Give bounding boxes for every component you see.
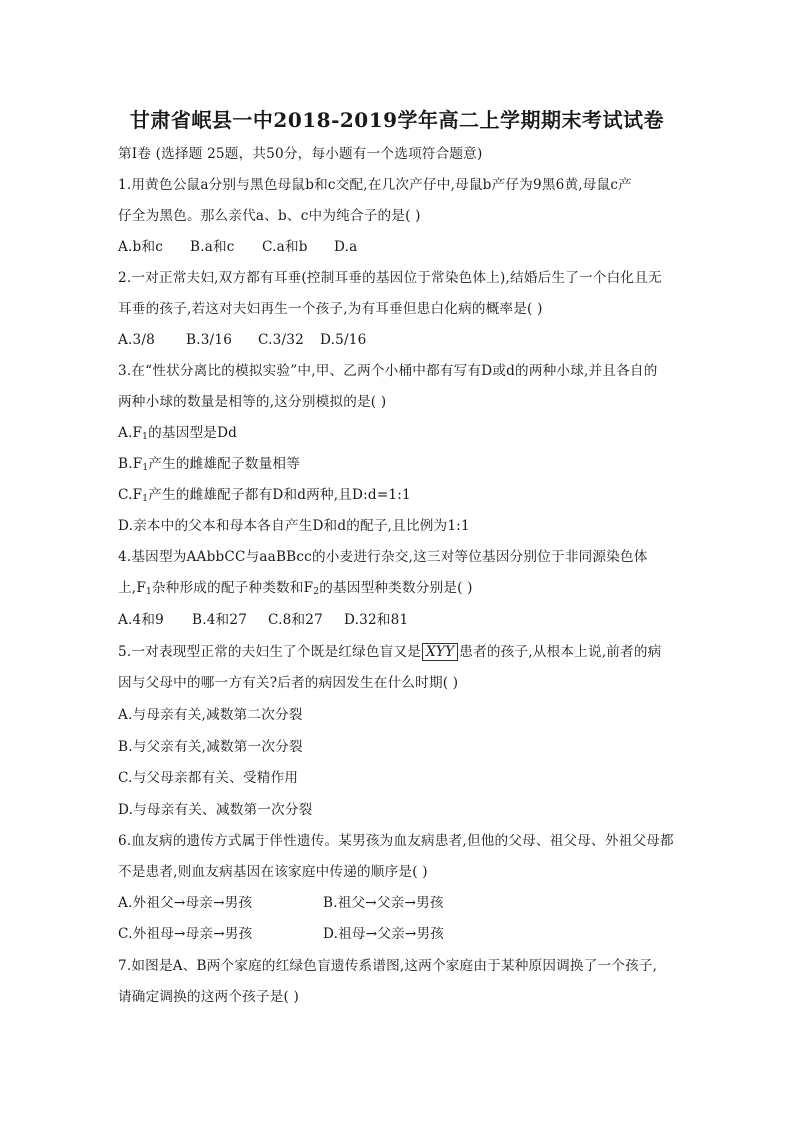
subscript: 1	[142, 463, 149, 473]
option-a-prefix: A.F	[118, 425, 143, 441]
question-5-option-d: D.与母亲有关、减数第一次分裂	[118, 802, 313, 818]
question-2-text-cont: 耳垂的孩子,若这对夫妇再生一个孩子,为有耳垂但患白化病的概率是( )	[118, 301, 543, 317]
q5-text-pre: 5.一对表现型正常的夫妇生了个既是红绿色盲又是	[118, 644, 422, 660]
question-3-text-cont: 两种小球的数量是相等的,这分别模拟的是( )	[118, 394, 387, 410]
q4-text-post: 的基因型种类数分别是( )	[319, 580, 473, 596]
subscript: 2	[313, 587, 320, 597]
subscript: 1	[145, 587, 152, 597]
question-5-option-c: C.与父母亲都有关、受精作用	[118, 770, 299, 786]
question-5-option-b: B.与父亲有关,减数第一次分裂	[118, 739, 303, 755]
question-4-text-cont	[118, 578, 473, 602]
q4-text-mid: 杂种形成的配子种类数和F	[151, 580, 314, 596]
question-3-option-d: D.亲本中的父本和母本各自产生D和d的配子,且比例为1:1	[118, 518, 470, 534]
subscript: 1	[142, 494, 149, 504]
option-d: D.5/16	[320, 332, 367, 348]
question-7-text: 7.如图是A、B两个家庭的红绿色盲遗传系谱图,这两个家庭由于某种原因调换了一个孩子,	[118, 958, 658, 974]
question-1-text: 1.用黄色公鼠a分别与黑色母鼠b和c交配,在几次产仔中,母鼠b产仔为9黑6黄,母鼠c产	[118, 177, 632, 193]
question-4-text: 4.基因型为AAbbCC与aaBBcc的小麦进行杂交,这三对等位基因分别位于非同源染色体	[118, 549, 648, 565]
option-b: B.3/16	[186, 332, 233, 348]
q5-text-post: 患者的孩子,从根本上说,前者的病	[459, 644, 662, 660]
option-a-text: 的基因型是Dd	[148, 425, 238, 441]
option-b: B.4和27	[192, 612, 248, 628]
question-3-option-b	[118, 454, 300, 478]
question-7-text-cont: 请确定调换的这两个孩子是( )	[118, 989, 300, 1005]
option-b: B.祖父→父亲→男孩	[323, 895, 444, 911]
question-6-options-row2	[118, 924, 678, 944]
subscript: 1	[142, 432, 149, 442]
exam-title: 甘肃省岷县一中2018-2019学年高二上学期期末考试试卷	[129, 108, 665, 132]
question-4-options	[118, 610, 408, 630]
option-b-prefix: B.F	[118, 456, 143, 472]
option-a: A.b和c	[118, 239, 164, 255]
option-c-text: 产生的雌雄配子都有D和d两种,且D:d=1:1	[148, 487, 411, 503]
option-d: D.祖母→父亲→男孩	[323, 926, 445, 942]
option-a: A.4和9	[118, 612, 165, 628]
question-1-text-cont: 仔全为黑色。那么亲代a、b、c中为纯合子的是( )	[118, 208, 421, 224]
option-c: C.a和b	[262, 239, 308, 255]
question-6-text-cont: 不是患者,则血友病基因在该家庭中传递的顺序是( )	[118, 864, 428, 880]
question-5-text	[118, 642, 661, 662]
option-c: C.3/32	[258, 332, 304, 348]
question-6-options-row1	[118, 893, 678, 913]
question-5-text-cont: 因与父母中的哪一方有关?后者的病因发生在什么时期( )	[118, 675, 459, 691]
option-d: D.32和81	[344, 612, 409, 628]
question-3-text: 3.在“性状分离比的模拟实验”中,甲、乙两个小桶中都有写有D或d的两种小球,并且各自的	[118, 363, 658, 379]
question-3-option-a	[118, 423, 237, 447]
option-a: A.3/8	[118, 332, 156, 348]
option-b: B.a和c	[190, 239, 235, 255]
question-1-options	[118, 237, 357, 257]
question-3-option-c	[118, 485, 411, 509]
option-c: C.外祖母→母亲→男孩	[118, 926, 253, 942]
option-b-text: 产生的雌雄配子数量相等	[148, 456, 301, 472]
question-6-text: 6.血友病的遗传方式属于伴性遗传。某男孩为血友病患者,但他的父母、祖父母、外祖父母都	[118, 833, 674, 849]
q4-text-pre: 上,F	[118, 580, 146, 596]
option-c-prefix: C.F	[118, 487, 143, 503]
option-d: D.a	[334, 239, 358, 255]
xyy-formula-box: XYY	[422, 643, 458, 661]
section-header: 第Ⅰ卷 (选择题 25题，共50分，每小题有一个选项符合题意)	[118, 146, 483, 162]
question-2-text: 2.一对正常夫妇,双方都有耳垂(控制耳垂的基因位于常染色体上),结婚后生了一个白化且无	[118, 270, 662, 286]
option-a: A.外祖父→母亲→男孩	[118, 895, 253, 911]
question-2-options	[118, 330, 366, 350]
question-5-option-a: A.与母亲有关,减数第二次分裂	[118, 707, 303, 723]
option-c: C.8和27	[268, 612, 323, 628]
